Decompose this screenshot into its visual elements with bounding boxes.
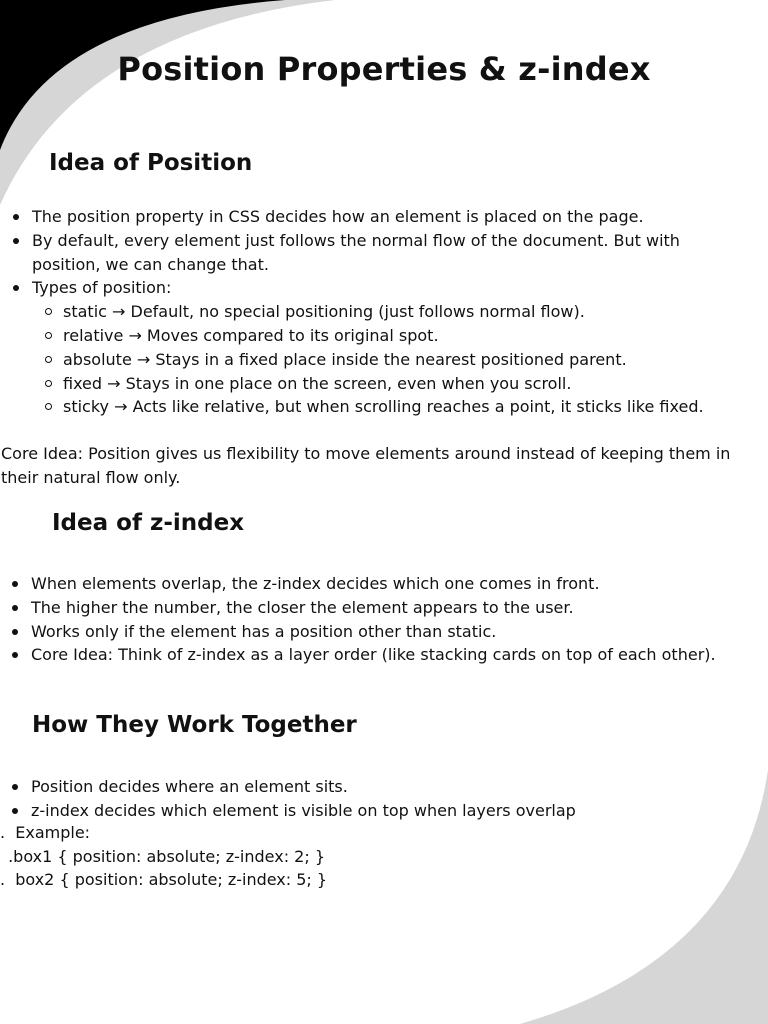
list-item: Core Idea: Think of z-index as a layer order (like stacking cards on top of each other). xyxy=(0,643,755,667)
sub-list-item: fixed → Stays in one place on the screen, even when you scroll. xyxy=(32,372,713,396)
list-item: Position decides where an element sits. xyxy=(0,775,740,799)
example-label: . Example: xyxy=(0,823,91,842)
position-core-idea: Core Idea: Position gives us flexibility to move elements around instead of keeping them in their natural flow only. xyxy=(1,444,731,487)
list-item-text: Types of position: xyxy=(32,278,172,298)
list-item: z-index decides which element is visible on top when layers overlap xyxy=(0,799,740,823)
list-item: Works only if the element has a position other than static. xyxy=(0,620,755,644)
code-line-box2: . box2 { position: absolute; z-index: 5; } xyxy=(0,870,328,889)
list-item: When elements overlap, the z-index decides which one comes in front. xyxy=(0,572,755,596)
list-item: The position property in CSS decides how an element is placed on the page. xyxy=(1,205,713,229)
section-heading-z-index: Idea of z-index xyxy=(52,510,245,536)
sub-list-item: static → Default, no special positioning (just follows normal flow). xyxy=(32,300,713,324)
position-types-list xyxy=(32,300,713,419)
together-bullet-list xyxy=(0,775,740,823)
list-item: By default, every element just follows the normal flow of the document. But with position, we can change that. xyxy=(1,229,713,277)
sub-list-item: relative → Moves compared to its original spot. xyxy=(32,324,713,348)
sub-list-item: sticky → Acts like relative, but when scrolling reaches a point, it sticks like fixed. xyxy=(32,395,713,419)
position-bullet-list xyxy=(1,205,713,419)
list-item xyxy=(1,276,713,419)
page-title: Position Properties & z-index xyxy=(117,50,651,88)
section-heading-together: How They Work Together xyxy=(32,712,357,738)
code-line-box1: .box1 { position: absolute; z-index: 2; } xyxy=(3,847,325,866)
section-heading-position: Idea of Position xyxy=(49,150,253,176)
list-item: The higher the number, the closer the element appears to the user. xyxy=(0,596,755,620)
z-index-bullet-list xyxy=(0,572,755,667)
sub-list-item: absolute → Stays in a fixed place inside the nearest positioned parent. xyxy=(32,348,713,372)
